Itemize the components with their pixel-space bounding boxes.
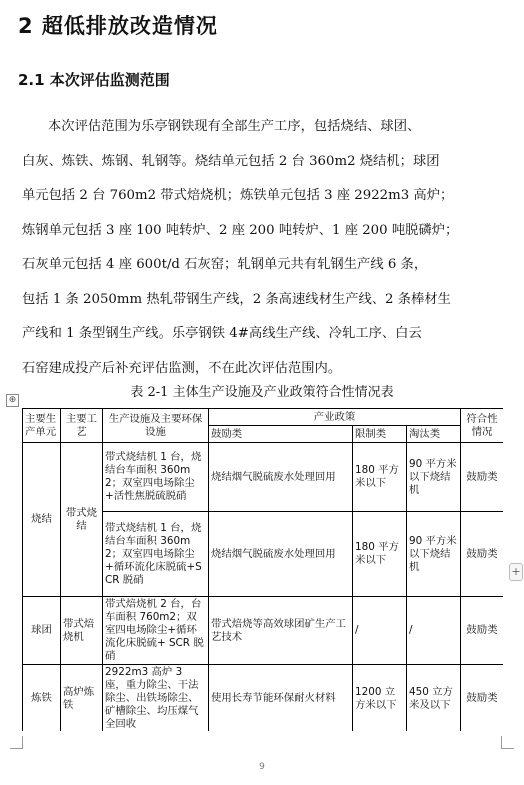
header-restricted: 限制类	[353, 426, 407, 443]
paragraph-line: 石窑建成投产后补充评估监测，不在此次评估范围内。	[22, 360, 342, 376]
table-move-handle-icon[interactable]: ⊕	[6, 394, 19, 407]
cell-process: 带式焙烧机	[61, 597, 103, 665]
cell-facility: 2922m3 高炉 3 座，重力除尘、干法除尘、出铁场除尘、矿槽除尘、均压煤气全回收	[103, 665, 209, 732]
cell-facility: 带式烧结机 1 台，烧结台车面积 360m2；双室四电场除尘+循环流化床脱硫+SCR 脱硝	[103, 512, 209, 597]
facility-policy-table	[22, 408, 503, 731]
cell-unit: 烧结	[23, 443, 61, 597]
cell-restricted: 1200 立方米以下	[353, 665, 407, 732]
header-facility: 生产设施及主要环保设施	[103, 409, 209, 443]
paragraph-line: 本次评估范围为乐亭钢铁现有全部生产工序，包括烧结、球团、	[48, 119, 421, 134]
paragraph-line: 炼钢单元包括 3 座 100 吨转炉、2 座 200 吨转炉、1 座 200 吨脱磷炉；	[22, 222, 459, 238]
paragraph-line: 包括 1 条 2050mm 热轧带钢生产线，2 条高速线材生产线、2 条棒材生	[22, 291, 451, 307]
cell-facility: 带式焙烧机 2 台，台车面积 760m2；双室四电场除尘+循环流化床脱硫+ SCR 脱硝	[103, 597, 209, 665]
cell-eliminated: /	[407, 597, 461, 665]
subsection-heading: 2.1 本次评估监测范围	[18, 71, 170, 89]
page-number: 9	[259, 762, 265, 772]
cell-unit: 炼铁	[23, 665, 61, 732]
cell-eliminated: 90 平方米以下烧结机	[407, 443, 461, 512]
header-process: 主要工艺	[61, 409, 103, 443]
table-row	[23, 665, 504, 732]
cell-facility: 带式烧结机 1 台，烧结台车面积 360m2；双室四电场除尘+活性焦脱硫脱硝	[103, 443, 209, 512]
add-column-icon[interactable]: +	[509, 563, 523, 581]
cell-restricted: /	[353, 597, 407, 665]
cell-encouraged: 烧结烟气脱硫废水处理回用	[209, 443, 353, 512]
body-paragraph	[22, 110, 492, 386]
cell-encouraged: 烧结烟气脱硫废水处理回用	[209, 512, 353, 597]
paragraph-line: 产线和 1 条型钢生产线。乐亭钢铁 4#高线生产线、冷轧工序、白云	[22, 326, 422, 341]
cell-restricted: 180 平方米以下	[353, 512, 407, 597]
header-encouraged: 鼓励类	[209, 426, 353, 443]
header-policy: 产业政策	[209, 409, 461, 426]
section-heading: 2 超低排放改造情况	[18, 14, 218, 38]
cell-conformity: 鼓励类	[461, 512, 503, 597]
table-caption: 表 2-1 主体生产设施及产业政策符合性情况表	[130, 385, 394, 400]
margin-corner-mark	[10, 736, 23, 749]
cell-process: 高炉炼铁	[61, 665, 103, 732]
header-conformity: 符合性情况	[461, 409, 503, 443]
table-row	[23, 597, 504, 665]
cell-conformity: 鼓励类	[461, 665, 503, 732]
table-row	[23, 443, 504, 512]
cell-restricted: 180 平方米以下	[353, 443, 407, 512]
header-unit: 主要生产单元	[23, 409, 61, 443]
cell-encouraged: 带式焙烧等高效球团矿生产工艺技术	[209, 597, 353, 665]
cell-unit: 球团	[23, 597, 61, 665]
cell-eliminated: 90 平方米以下烧结机	[407, 512, 461, 597]
cell-encouraged: 使用长寿节能环保耐火材料	[209, 665, 353, 732]
cell-eliminated: 450 立方米及以下	[407, 665, 461, 732]
cell-process: 带式烧结	[61, 443, 103, 597]
margin-corner-mark	[501, 736, 514, 749]
header-eliminated: 淘汰类	[407, 426, 461, 443]
paragraph-line: 石灰单元包括 4 座 600t/d 石灰窑；轧钢单元共有轧钢生产线 6 条，	[22, 257, 428, 272]
cell-conformity: 鼓励类	[461, 443, 503, 512]
cell-conformity: 鼓励类	[461, 597, 503, 665]
paragraph-line: 白灰、炼铁、炼钢、轧钢等。烧结单元包括 2 台 360m2 烧结机；球团	[22, 153, 440, 169]
paragraph-line: 单元包括 2 台 760m2 带式焙烧机；炼铁单元包括 3 座 2922m3 高炉；	[22, 188, 454, 203]
